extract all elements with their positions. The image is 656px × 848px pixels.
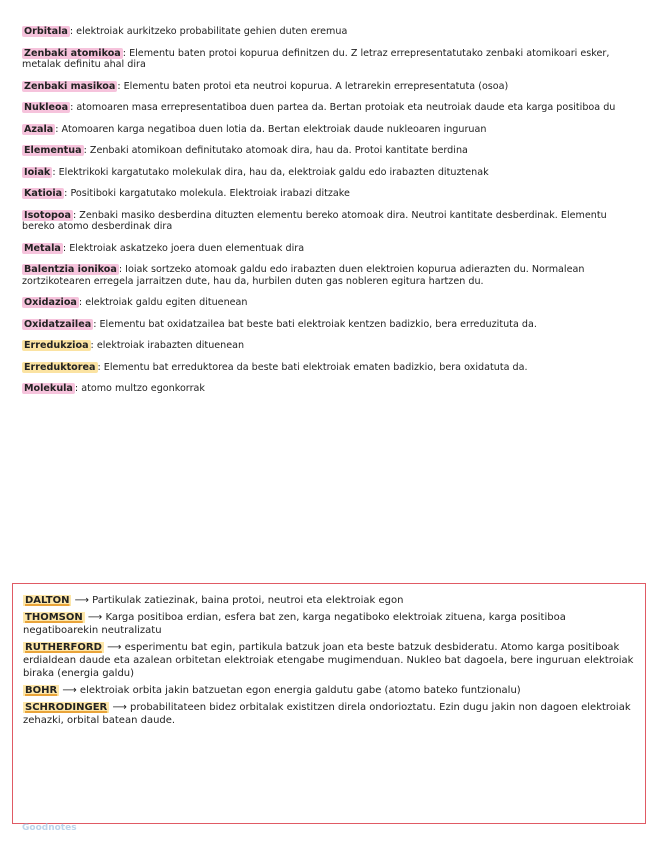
- scientist-name: RUTHERFORD: [25, 642, 102, 653]
- definition-term: Balentzia ionikoa: [24, 264, 117, 275]
- arrow-icon: ⟶: [112, 702, 127, 713]
- atomic-model-item: [23, 611, 635, 637]
- atomic-model-item: [23, 684, 635, 697]
- definition-item: [22, 81, 634, 93]
- term-separator: :: [69, 26, 74, 37]
- scientist-name: BOHR: [25, 685, 58, 696]
- definition-term: Orbitala: [24, 26, 68, 37]
- atomic-model-text: esperimentu bat egin, partikula batzuk joan eta beste batzuk desbideratu. Atomo karga positiboak erdialdean daude eta azalean orbitetan elektroiak etengabe mugimenduan. Nukleo bat dagoela, bere inguruan elektroiak biraka (energia galdu): [23, 642, 634, 679]
- definition-text: Elementu bat erreduktorea da beste bati elektroiak ematen badizkio, bera oxidatuta da.: [103, 361, 528, 373]
- definition-text: Elektroiak askatzeko joera duen elementuak dira: [69, 242, 305, 254]
- definition-item: [22, 383, 634, 395]
- term-separator: :: [52, 166, 56, 178]
- term-separator: :: [70, 102, 74, 113]
- atomic-model-item: [23, 594, 635, 607]
- atomic-model-text: probabilitateen bidez orbitalak existitzen direla ondorioztatu. Ezin dugu jakin non dagoen elektroiak zehazki, orbital batean daude.: [23, 702, 631, 726]
- scientist-name: DALTON: [25, 595, 70, 606]
- definition-item: [22, 243, 634, 255]
- definition-term: Azala: [24, 123, 54, 135]
- definition-text: Elektrikoki kargatutako molekulak dira, hau da, elektroiak galdu edo irabazten dituztenak: [58, 166, 489, 178]
- arrow-icon: ⟶: [62, 685, 77, 696]
- term-separator: :: [55, 123, 59, 135]
- definition-item: [22, 188, 634, 200]
- definition-term: Ioiak: [24, 166, 51, 178]
- definition-text: atomo multzo egonkorrak: [81, 383, 205, 394]
- definition-item: [22, 210, 634, 233]
- definition-term: Elementua: [24, 145, 82, 156]
- definition-item: [22, 167, 634, 179]
- definition-term: Metala: [24, 242, 61, 254]
- term-separator: :: [117, 80, 121, 92]
- definition-text: Positiboki kargatutako molekula. Elektroiak irabazi ditzake: [70, 188, 350, 199]
- definition-item: [22, 340, 634, 352]
- definition-item: [22, 264, 634, 287]
- definition-term: Zenbaki atomikoa: [24, 47, 121, 59]
- definition-item: [22, 26, 634, 38]
- definition-text: elektroiak aurkitzeko probabilitate gehien duten eremua: [76, 26, 348, 37]
- definition-text: Atomoaren karga negatiboa duen lotia da. Bertan elektroiak daude nukleoaren inguruan: [61, 123, 487, 135]
- definition-text: Zenbaki masiko desberdina dituzten elementu bereko atomoak dira. Neutroi kantitate desberdinak. Elementu bereko atomo desberdinak dira: [22, 209, 607, 232]
- goodnotes-watermark: Goodnotes: [22, 823, 77, 833]
- scientist-name: THOMSON: [25, 612, 83, 623]
- term-separator: :: [93, 318, 97, 330]
- definition-text: Elementu bat oxidatzailea bat beste bati elektroiak kentzen badizkio, bera erreduzituta da.: [99, 318, 537, 330]
- definition-item: [22, 362, 634, 374]
- term-separator: :: [122, 47, 127, 59]
- scientist-name: SCHRODINGER: [25, 702, 108, 713]
- definitions-list: [22, 26, 634, 405]
- atomic-model-text: Partikulak zatiezinak, baina protoi, neutroi eta elektroiak egon: [92, 595, 404, 606]
- definition-text: Elementu baten protoi kopurua definitzen du. Z letraz errepresentatutako zenbaki atomikoari esker, metalak definitu ahal dira: [22, 47, 610, 70]
- arrow-icon: ⟶: [74, 595, 89, 606]
- definition-item: [22, 124, 634, 136]
- definition-text: elektroiak galdu egiten dituenean: [85, 297, 248, 308]
- definition-item: [22, 145, 634, 157]
- definition-term: Erreduktorea: [24, 361, 96, 373]
- definition-text: Zenbaki atomikoan definitutako atomoak dira, hau da. Protoi kantitate berdina: [89, 145, 468, 156]
- term-separator: :: [62, 242, 67, 254]
- definition-item: [22, 319, 634, 331]
- term-separator: :: [83, 145, 87, 156]
- definition-term: Oxidatzailea: [24, 318, 92, 330]
- definition-text: atomoaren masa errepresentatiboa duen partea da. Bertan protoiak eta neutroiak daude eta karga positiboa du: [76, 102, 616, 113]
- atomic-model-text: elektroiak orbita jakin batzuetan egon energia galdutu gabe (atomo bateko funtzionalu): [79, 685, 521, 696]
- definition-item: [22, 48, 634, 71]
- atomic-model-item: [23, 641, 635, 680]
- definition-item: [22, 297, 634, 309]
- term-separator: :: [90, 340, 94, 351]
- definition-term: Oxidazioa: [24, 297, 77, 308]
- definition-text: elektroiak irabazten dituenean: [96, 340, 245, 351]
- definition-term: Isotopoa: [24, 209, 71, 221]
- definition-item: [22, 102, 634, 114]
- definition-text: Ioiak sortzeko atomoak galdu edo irabazten duen elektroien kopurua adierazten du. Normalean zortzikotearen erregela jarraitzen dute, hau da, hurbilen duten gas nobleren egitura hartzen du.: [22, 264, 585, 287]
- definition-term: Zenbaki masikoa: [24, 80, 116, 92]
- term-separator: :: [118, 264, 123, 275]
- definition-term: Erredukzioa: [24, 340, 89, 351]
- term-separator: :: [78, 297, 83, 308]
- term-separator: :: [72, 209, 77, 221]
- term-separator: :: [64, 188, 68, 199]
- arrow-icon: ⟶: [87, 612, 103, 623]
- arrow-icon: ⟶: [107, 642, 122, 653]
- term-separator: :: [74, 383, 79, 394]
- atomic-model-item: [23, 701, 635, 727]
- definition-term: Molekula: [24, 383, 73, 394]
- atomic-models-box: [12, 583, 646, 824]
- definition-term: Nukleoa: [24, 102, 69, 113]
- atomic-model-text: Karga positiboa erdian, esfera bat zen, karga negatiboko elektroiak zituena, karga positiboa negatiboarekin neutralizatu: [23, 612, 566, 636]
- definition-text: Elementu baten protoi eta neutroi kopurua. A letrarekin errepresentatuta (osoa): [123, 80, 509, 92]
- term-separator: :: [97, 361, 101, 373]
- definition-term: Katioia: [24, 188, 63, 199]
